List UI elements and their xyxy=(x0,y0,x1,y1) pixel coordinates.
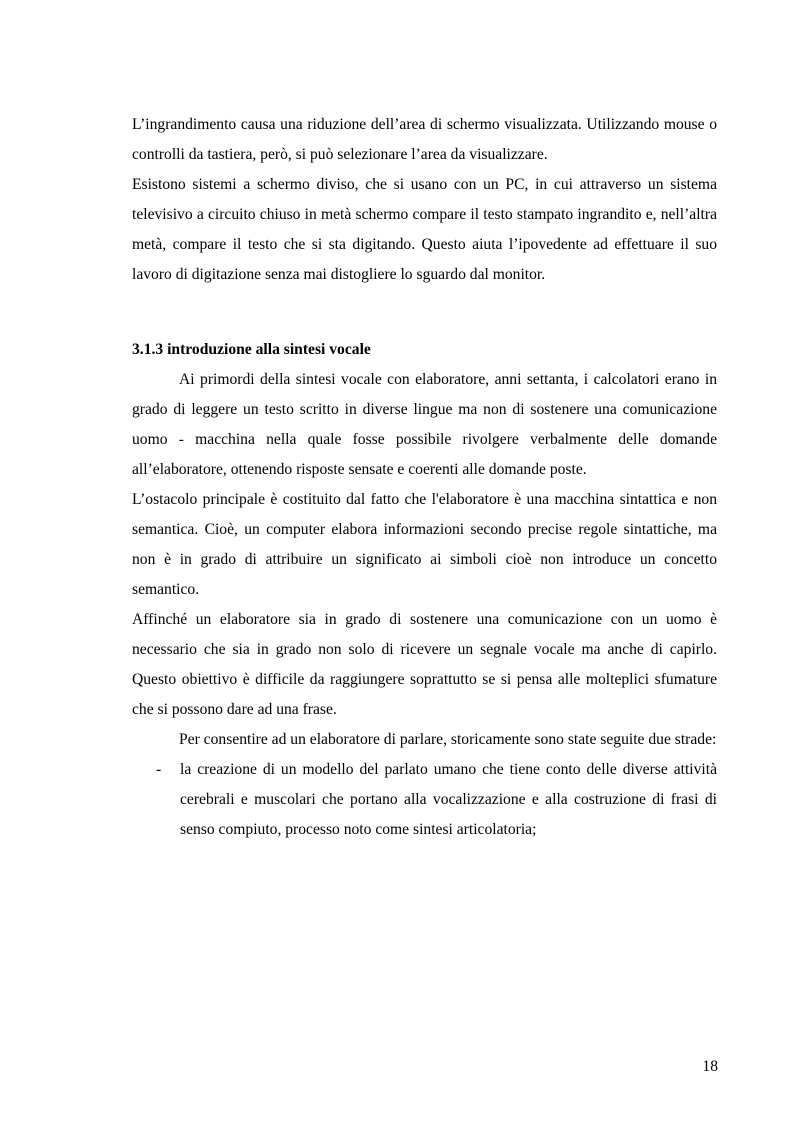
spacer xyxy=(132,290,717,335)
approaches-list xyxy=(132,755,717,845)
paragraph-split-screen: Esistono sistemi a schermo diviso, che si usano con un PC, in cui attraverso un sistema televisivo a circuito chiuso in metà schermo compare il testo stampato ingrandito e, nell’altra metà, compare il testo che si sta digitando. Questo aiuta l’ipovedente ad effettuare il suo lavoro di digitazione senza mai distogliere lo sguardo dal monitor. xyxy=(132,176,717,283)
page-number: 18 xyxy=(702,1058,718,1075)
list-item-text: la creazione di un modello del parlato umano che tiene conto delle diverse attività cerebrali e muscolari che portano alla vocalizzazione e alla costruzione di frasi di senso compiuto, processo noto come sintesi articolatoria; xyxy=(180,761,717,838)
paragraph-speech-synthesis-origins: Ai primordi della sintesi vocale con elaboratore, anni settanta, i calcolatori erano in grado di leggere un testo scritto in diverse lingue ma non di sostenere una comunicazione uomo - macchina nella quale fosse possibile rivolgere verbalmente delle domande all’elaboratore, ottenendo risposte sensate e coerenti alle domande poste. xyxy=(132,371,717,478)
paragraph-main-obstacle: L’ostacolo principale è costituito dal fatto che l'elaboratore è una macchina sintattica e non semantica. Cioè, un computer elabora informazioni secondo precise regole sintattiche, ma non è in grado di attribuire un significato ai simboli cioè non introduce un concetto semantico. xyxy=(132,491,717,598)
document-page xyxy=(132,110,717,845)
list-bullet: - xyxy=(156,761,162,778)
paragraph-understanding: Affinché un elaboratore sia in grado di sostenere una comunicazione con un uomo è necessario che sia in grado non solo di ricevere un segnale vocale ma anche di capirlo. Questo obiettivo è difficile da raggiungere soprattutto se si pensa alle molteplici sfumature che si possono dare ad una frase. xyxy=(132,611,717,718)
list-item xyxy=(132,755,717,845)
paragraph-magnification: L’ingrandimento causa una riduzione dell’area di schermo visualizzata. Utilizzando mouse o controlli da tastiera, però, si può selezionare l’area da visualizzare. xyxy=(132,116,717,163)
section-heading: 3.1.3 introduzione alla sintesi vocale xyxy=(132,341,371,358)
paragraph-two-approaches: Per consentire ad un elaboratore di parlare, storicamente sono state seguite due strade: xyxy=(179,731,717,748)
